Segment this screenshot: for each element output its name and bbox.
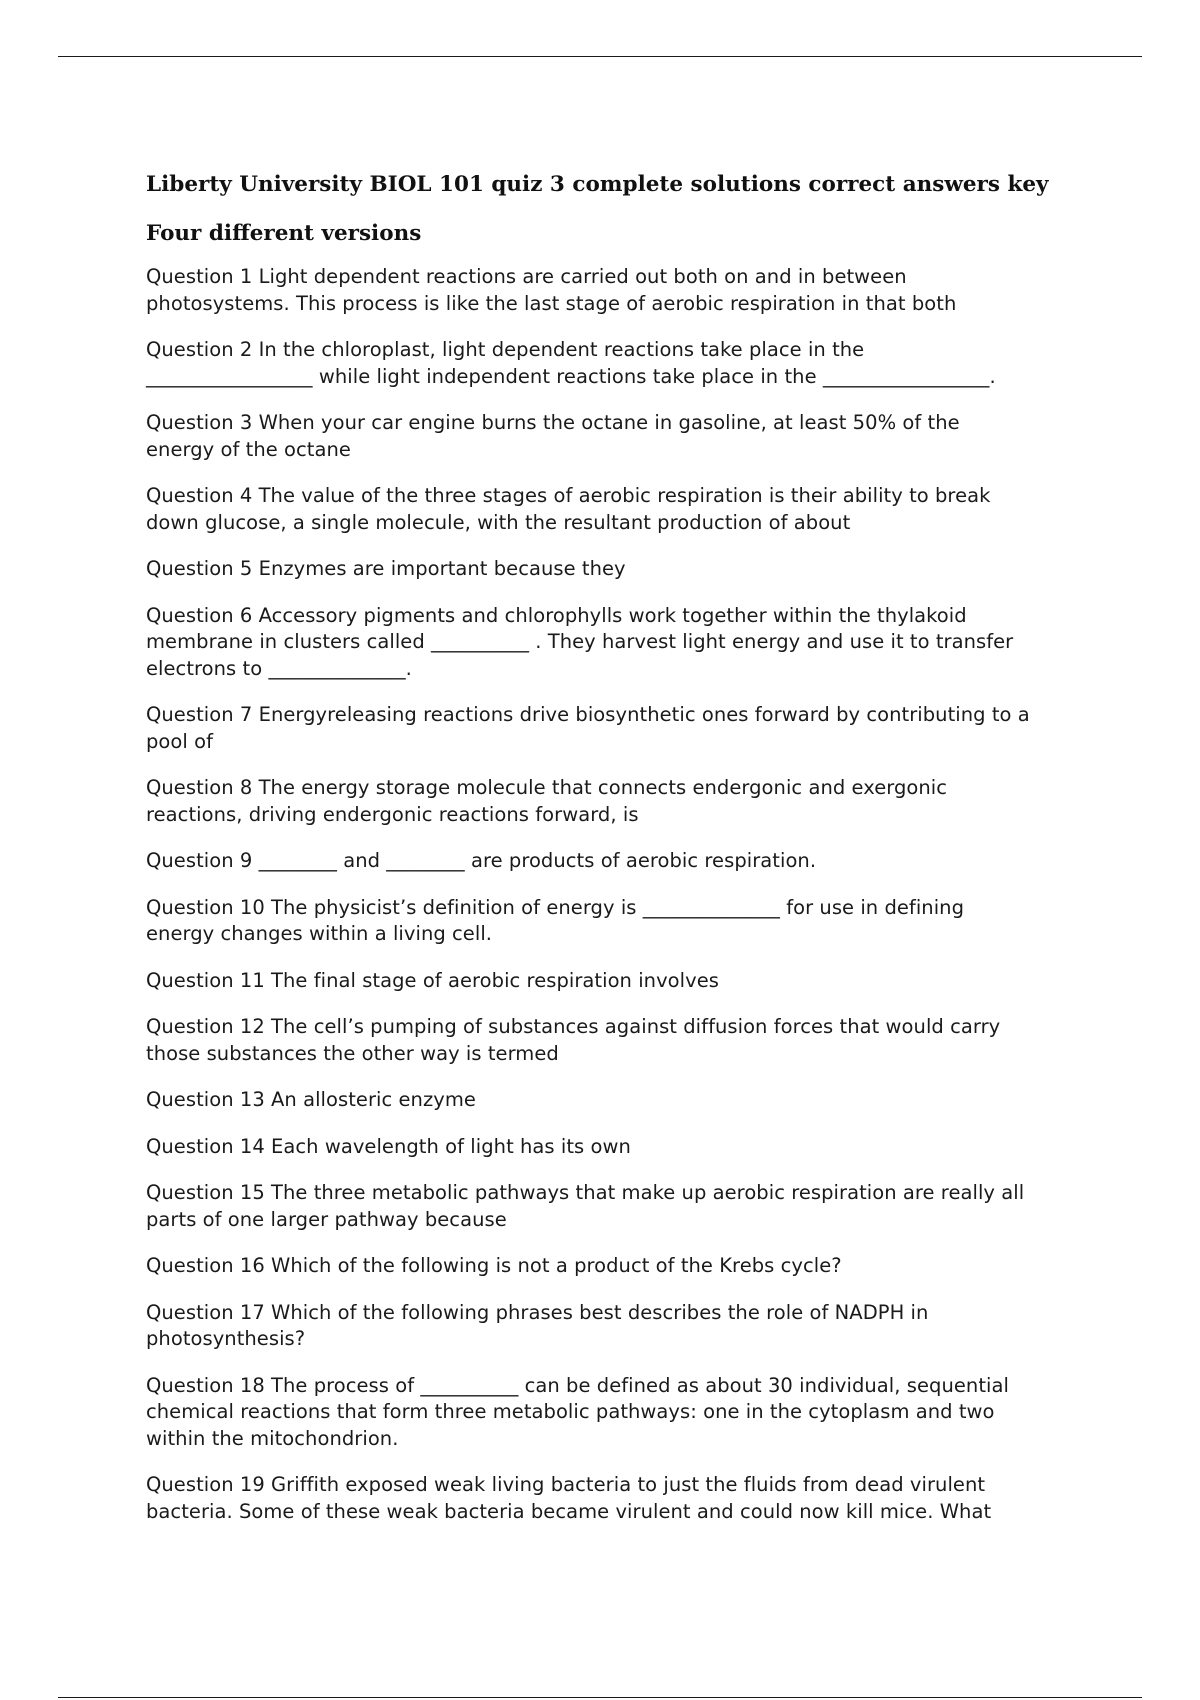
header-rule — [58, 56, 1142, 57]
question-1: Question 1 Light dependent reactions are carried out both on and in between photosystems. This process is like the last stage of aerobic respiration in that both — [146, 265, 957, 315]
document-subtitle: Four different versions — [146, 221, 422, 246]
question-10: Question 10 The physicist’s definition of energy is ______________ for use in defining energy changes within a living cell. — [146, 895, 965, 945]
question-13: Question 13 An allosteric enzyme — [146, 1088, 476, 1111]
question-16: Question 16 Which of the following is not a product of the Krebs cycle? — [146, 1254, 842, 1277]
question-6: Question 6 Accessory pigments and chlorophylls work together within the thylakoid membrane in clusters called __________ . They harvest light energy and use it to transfer electrons to ______________. — [146, 603, 1014, 680]
question-4: Question 4 The value of the three stages of aerobic respiration is their ability to break down glucose, a single molecule, with the resultant production of about — [146, 484, 991, 534]
question-15: Question 15 The three metabolic pathways that make up aerobic respiration are really all parts of one larger pathway because — [146, 1181, 1025, 1231]
question-5: Question 5 Enzymes are important because they — [146, 557, 626, 580]
question-2: Question 2 In the chloroplast, light dependent reactions take place in the _________________ while light independent reactions take place in the _________________. — [146, 338, 996, 388]
question-8: Question 8 The energy storage molecule that connects endergonic and exergonic reactions, driving endergonic reactions forward, is — [146, 776, 948, 826]
question-12: Question 12 The cell’s pumping of substances against diffusion forces that would carry those substances the other way is termed — [146, 1015, 1001, 1065]
document-title: Liberty University BIOL 101 quiz 3 complete solutions correct answers key — [146, 172, 1049, 197]
question-11: Question 11 The final stage of aerobic respiration involves — [146, 968, 719, 992]
question-17: Question 17 Which of the following phrases best describes the role of NADPH in photosynthesis? — [146, 1300, 929, 1350]
question-19: Question 19 Griffith exposed weak living bacteria to just the fluids from dead virulent bacteria. Some of these weak bacteria became virulent and could now kill mice. What — [146, 1473, 992, 1523]
footer-rule — [58, 1697, 1142, 1698]
document-body — [146, 168, 1066, 1545]
question-3: Question 3 When your car engine burns the octane in gasoline, at least 50% of the energy of the octane — [146, 411, 960, 461]
question-7: Question 7 Energyreleasing reactions drive biosynthetic ones forward by contributing to a pool of — [146, 703, 1030, 753]
question-18: Question 18 The process of __________ can be defined as about 30 individual, sequential chemical reactions that form three metabolic pathways: one in the cytoplasm and two within the mitochondrion. — [146, 1373, 1009, 1450]
question-9: Question 9 ________ and ________ are products of aerobic respiration. — [146, 849, 817, 872]
question-14: Question 14 Each wavelength of light has its own — [146, 1134, 631, 1158]
